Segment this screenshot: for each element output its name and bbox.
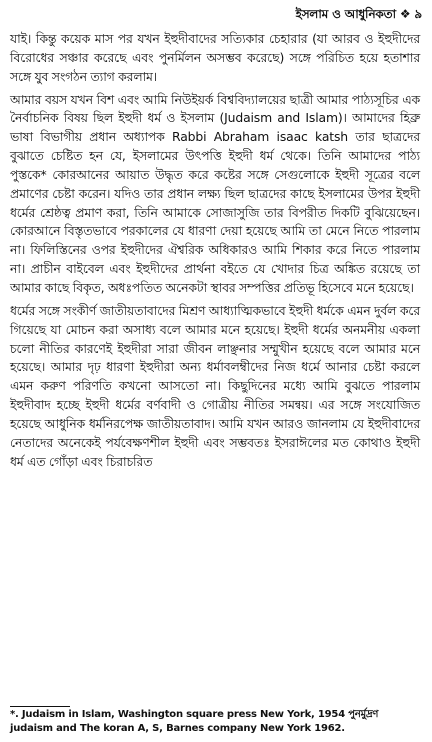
running-header: ইসলাম ও আধুনিকতা ❖ ৯ bbox=[295, 7, 422, 21]
paragraph-3: ধর্মের সঙ্গে সংকীর্ণ জাতীয়তাবাদের মিশ্রণ আধ্যাত্মিকভাবে ইহুদী ধর্মকে এমন দুর্বল করে গিয়েছে যা মোচন করা অসাধ্য বলে আমার মনে হয়েছে। ইহুদী ধর্মের অনমনীয় একলা চলো নীতির কারণেই ইহুদীরা সারা জীবন লাঞ্ছনার সম্মুখীন হয়েছে বলে আমার মনে হয়েছে। আমার দৃঢ় ধারণা ইহুদীরা অন্য ধর্মাবলম্বীদের নিজ ধর্মে আনার চেষ্টা করলে এমন করুণ পরিণতি কখনো আসতো না। কিছুদিনের মধ্যে আমি বুঝতে পারলাম ইহুদীবাদ হচ্ছে ইহুদী ধর্মের বর্ণবাদী ও গোত্রীয় নীতির সমন্বয়। এর সঙ্গে সংযোজিত হয়েছে আধুনিক ধর্মনিরপেক্ষ জাতীয়তাবাদ। আমি যখন আরও জানলাম যে ইহুদীবাদের নেতাদের অনেকেই পর্যবেক্ষণশীল ইহুদী এবং সম্ভবতঃ ইসরাঈলের মত কোথাও ইহুদী ধর্ম এত গোঁড়া এবং চিরাচরিত bbox=[10, 302, 420, 469]
body-text bbox=[10, 30, 420, 475]
paragraph-1: যাই। কিন্তু কয়েক মাস পর যখন ইহুদীবাদের সত্যিকার চেহারার (যা আরব ও ইহুদীদের বিরোধের সঞ্চার করেছে এবং পুনর্মিলন অসম্ভব করেছে) সঙ্গে পরিচিত হয়ে হতাশার সঙ্গে যুব সংগঠন ত্যাগ করলাম। bbox=[10, 31, 420, 84]
footnote-divider bbox=[10, 706, 70, 707]
paragraph-2: আমার বয়স যখন বিশ এবং আমি নিউইয়র্ক বিশ্ববিদ্যালয়ের ছাত্রী আমার পাঠ্যসূচির এক নৈর্বাচনিক বিষয় ছিল ইহুদী ধর্ম ও ইসলাম (Judaism and Islam)। আমাদের হিব্রু ভাষা বিভাগীয় প্রধান অধ্যাপক Rabbi Abraham isaac katsh তার ছাত্রদের বুঝাতে চেষ্টিত হন যে, ইসলামের উৎপত্তি ইহুদী ধর্ম থেকে। তিনি আমাদের পাঠ্য পুস্তকে* কোরআনের আয়াত উদ্ধৃত করে কষ্টের সঙ্গে সেগুলোকে ইহুদী সূত্রের বলে প্রমাণের চেষ্টা করেন। যদিও তার প্রধান লক্ষ্য ছিল ছাত্রদের কাছে ইসলামের উপর ইহুদী ধর্মের শ্রেষ্ঠত্ব প্রমাণ করা, তিনি আমাকে সোজাসুজি তার বিপরীত দিকটি বুঝিয়েছেন। কোরআনে বিস্তৃতভাবে পরকালের যে ধারণা দেয়া হয়েছে আমি তা মেনে নিতে পারলাম না। ফিলিস্তিনের ওপর ইহুদীদের ঐশ্বরিক অধিকারও আমি শিকার করে নিতে পারলাম না। প্রাচীন বাইবেল এবং ইহুদীদের প্রার্থনা বইতে যে খোদার চিত্র অঙ্কিত রয়েছে তা আমার কাছে বিকৃত, অধঃপতিত অনেকটা স্থাবর সম্পত্তির প্রতিভূ হিসেবে মনে হয়েছে। bbox=[10, 91, 420, 295]
footnote: *. Judaism in Islam, Washington square press New York, 1954 পুনর্মুদ্রণ judaism and The koran A, S, Barnes company New York 1962. bbox=[10, 709, 379, 734]
